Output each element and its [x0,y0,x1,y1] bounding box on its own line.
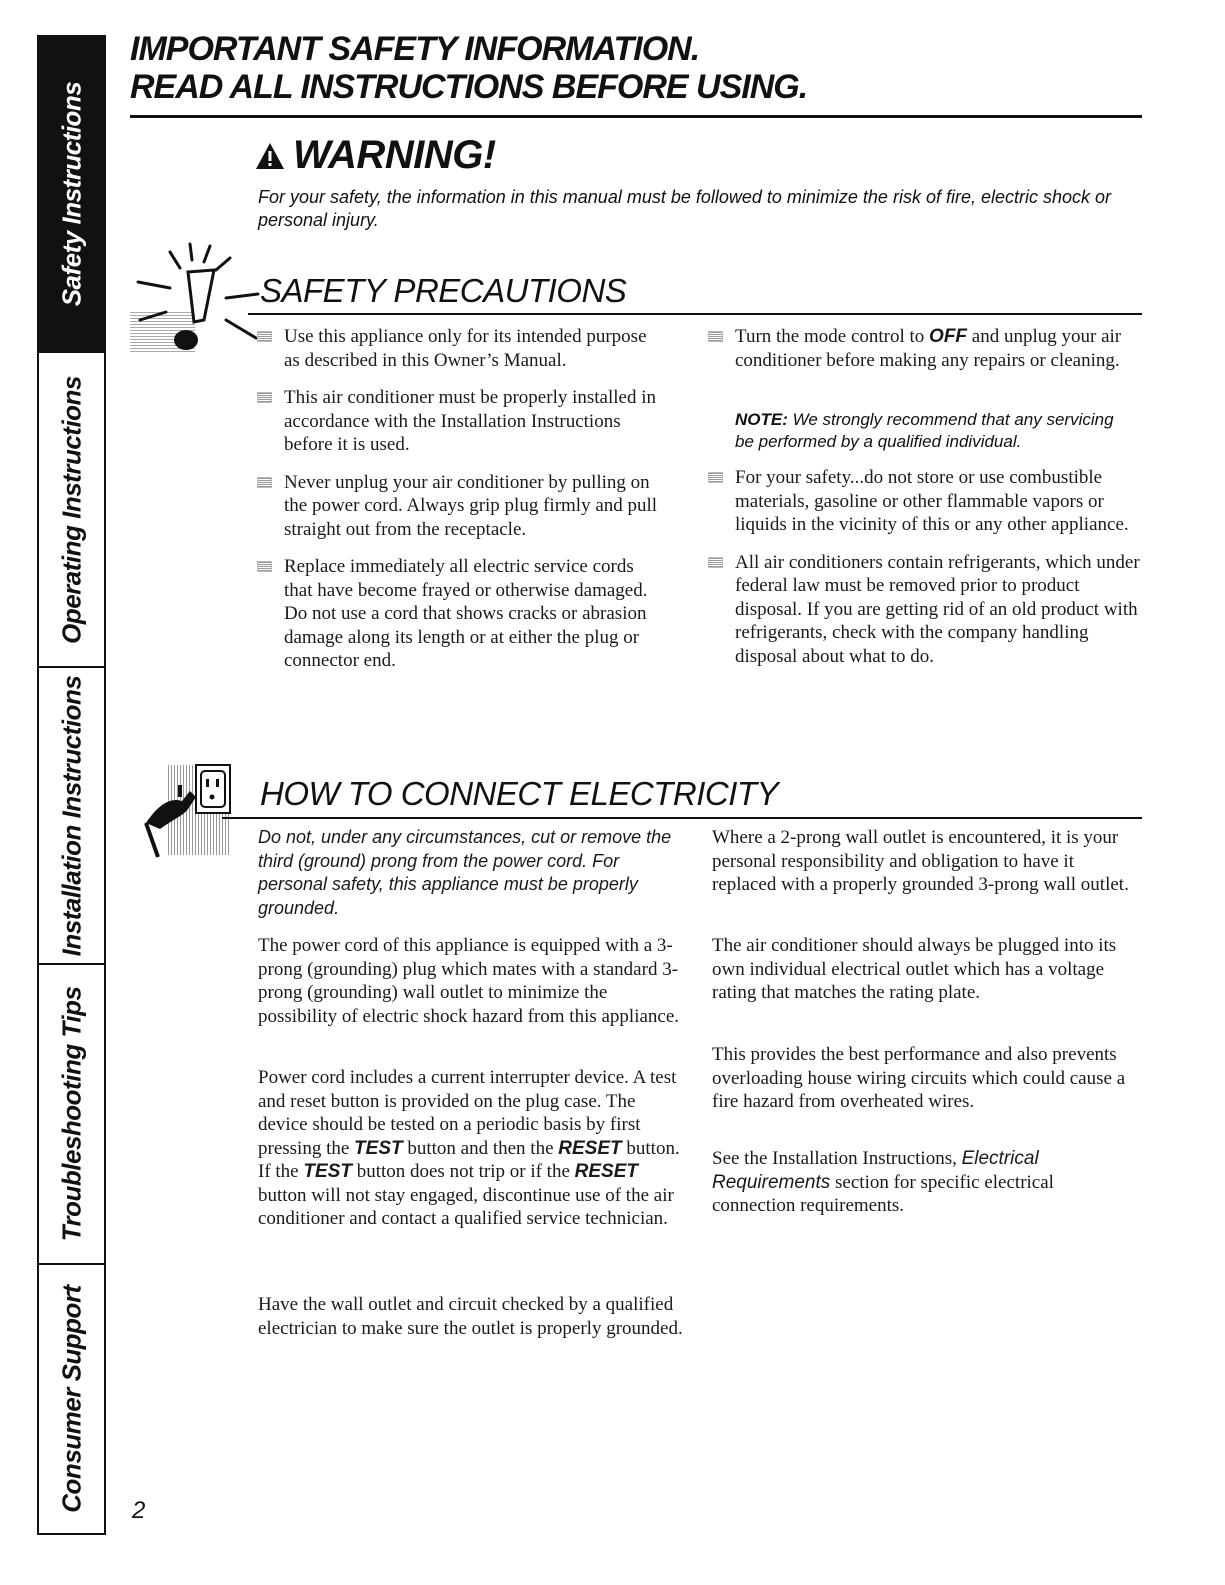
current-interrupter-paragraph [258,1066,688,1231]
para-text: button does not trip or if the [351,1161,575,1182]
tab-label: Safety Instructions [56,81,86,307]
page-title-line-1: IMPORTANT SAFETY INFORMATION. [130,30,700,68]
para-text: Power cord includes a current interrupter device. A test and reset button is provided on the plug case. The device should be tested on a periodic basis by first pressing the [258,1067,677,1159]
caution-exclamation-icon [130,240,260,365]
page-title-line-2: READ ALL INSTRUCTIONS BEFORE USING. [130,68,808,106]
page-title [130,30,807,106]
para-text: See the Installation Instructions, [712,1148,962,1169]
outlet-check-paragraph: Have the wall outlet and circuit checked by a qualified electrician to make sure the outlet is properly grounded. [258,1294,683,1339]
tab-operating-instructions[interactable] [37,353,106,668]
tab-installation-instructions[interactable] [37,668,106,965]
list-item: Never unplug your air conditioner by pulling on the power cord. Always grip plug firmly and pull straight out from the receptacle. [257,471,662,542]
servicing-note [735,409,1135,453]
performance-paragraph: This provides the best performance and also prevents overloading house wiring circuits which could cause a fire hazard from overheated wires. [712,1044,1126,1112]
section-divider [222,817,1142,819]
list-item [708,325,1148,372]
para-text: section for specific electrical connection requirements. [712,1171,1054,1216]
test-button-label: TEST [354,1137,403,1159]
warning-triangle-icon [255,142,285,170]
tab-troubleshooting-tips[interactable] [37,965,106,1265]
warning-heading [255,133,496,178]
header-divider [130,115,1142,118]
list-item: All air conditioners contain refrigerants, which under federal law must be removed prior to product disposal. If you are getting rid of an old product with refrigerants, check with the company handling disposal about what to do. [708,551,1148,669]
page-number: 2 [132,1497,146,1524]
tab-safety-instructions[interactable] [37,35,106,353]
two-prong-paragraph: Where a 2-prong wall outlet is encountered, it is your personal responsibility and obligation to have it replaced with a properly grounded 3-prong wall outlet. [712,827,1129,895]
note-label: NOTE: [735,410,788,429]
test-button-label: TEST [303,1161,352,1182]
list-item: For your safety...do not store or use combustible materials, gasoline or other flammable vapors or liquids in the vicinity of this or any other appliance. [708,466,1148,537]
electrical-requirements-reference: Electrical Requirements [712,1148,1039,1193]
para-text: button. If the [258,1137,680,1182]
para-text: button will not stay engaged, discontinue use of the air conditioner and contact a qualified service technician. [258,1184,674,1229]
section-tabs [37,35,106,1535]
tab-label: Consumer Support [56,1285,86,1513]
reset-button-label: RESET [558,1137,622,1159]
off-label: OFF [929,326,968,347]
safety-precautions-left-list [257,325,662,687]
list-item: Use this appliance only for its intended purpose as described in this Owner’s Manual. [257,325,662,372]
safety-precautions-title: SAFETY PRECAUTIONS [260,272,627,309]
safety-precautions-right-list [708,466,1148,682]
warning-title: WARNING! [293,133,496,177]
list-item: Replace immediately all electric service cords that have become frayed or otherwise damaged. Do not use a cord that shows cracks or abrasion damage along its length or at either the plug or connector end. [257,555,662,673]
para-text: button and then the [402,1137,559,1159]
section-divider [248,313,1142,315]
item-text: and unplug your air conditioner before making any repairs or cleaning. [735,326,1122,371]
individual-outlet-paragraph: The air conditioner should always be plugged into its own individual electrical outlet which has a voltage rating that matches the rating plate. [712,935,1117,1003]
power-cord-paragraph: The power cord of this appliance is equipped with a 3-prong (grounding) plug which mates with a standard 3-prong (grounding) wall outlet to minimize the possibility of electric shock hazard from this appliance. [258,935,680,1027]
plug-outlet-icon [138,745,256,865]
tab-label: Operating Instructions [56,375,86,644]
ground-prong-warning: Do not, under any circumstances, cut or remove the third (ground) prong from the power cord. For personal safety, this appliance must be properly grounded. [258,827,672,918]
item-text: Turn the mode control to [735,326,930,347]
tab-consumer-support[interactable] [37,1265,106,1535]
electrical-requirements-paragraph [712,1147,1142,1218]
warning-text: For your safety, the information in this manual must be followed to minimize the risk of fire, electric shock or personal injury. [258,187,1112,230]
tab-label: Troubleshooting Tips [56,986,86,1242]
note-text: We strongly recommend that any servicing be performed by a qualified individual. [735,410,1114,451]
tab-label: Installation Instructions [56,675,86,956]
list-item: This air conditioner must be properly installed in accordance with the Installation Instructions before it is used. [257,386,662,457]
safety-precautions-right-list-top [708,325,1148,386]
reset-button-label: RESET [574,1161,638,1182]
connect-electricity-title: HOW TO CONNECT ELECTRICITY [260,775,779,812]
